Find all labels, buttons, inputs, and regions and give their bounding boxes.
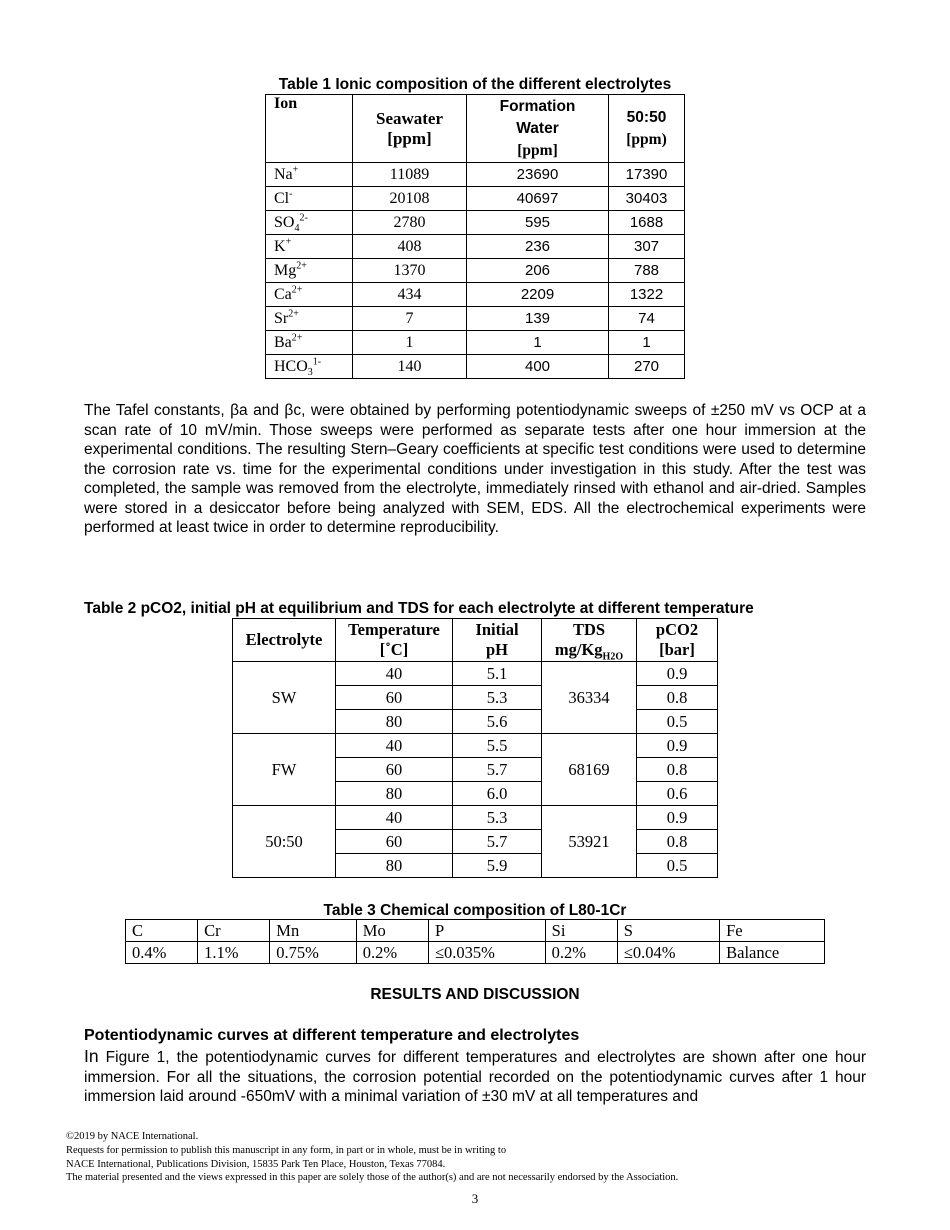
paragraph-text: Figure 1, the potentiodynamic curves for different temperatures and electrolytes are shown after one hour immersion. For all the situations, the corrosion potential recorded on the potentiodynamic curves after 1 hour immersion laid around -650mV with a minimal variation of ±30 mV at all temperatures and bbox=[84, 1049, 866, 1105]
table3-element-cell: S bbox=[617, 920, 719, 942]
table2-tds-cell: 36334 bbox=[542, 662, 637, 734]
table1-ion-cell: $Ca^{2+}$ bbox=[266, 283, 353, 307]
table1-caption: Table 1 Ionic composition of the different electrolytes bbox=[278, 76, 672, 93]
table1-seawater-cell: 434 bbox=[353, 283, 467, 307]
paragraph-lead-word: In bbox=[84, 1046, 99, 1066]
table3-caption: Table 3 Chemical composition of L80-1Cr bbox=[323, 902, 627, 919]
table2-temperature-cell: 80 bbox=[336, 782, 453, 806]
table1-mix-cell: 74 bbox=[609, 307, 685, 331]
table2-pco2-cell: 0.9 bbox=[637, 734, 718, 758]
table2-header-ph: Initial pH bbox=[453, 619, 542, 662]
table2-temperature-cell: 80 bbox=[336, 710, 453, 734]
table3-value-cell: 0.2% bbox=[356, 942, 428, 964]
table1-seawater-cell: 1370 bbox=[353, 259, 467, 283]
table2-temperature-cell: 40 bbox=[336, 806, 453, 830]
ion-charge: 2+ bbox=[291, 284, 303, 296]
ion-charge: 2+ bbox=[288, 308, 299, 320]
table3-value-cell: ≤0.04% bbox=[617, 942, 719, 964]
table1-formation-water-cell: 2209 bbox=[467, 283, 609, 307]
table2-pco2-cell: 0.8 bbox=[637, 830, 718, 854]
table2-equilibrium bbox=[232, 618, 718, 878]
table1-mix-cell: 30403 bbox=[609, 187, 685, 211]
table2-ph-cell: 5.3 bbox=[453, 686, 542, 710]
table1-formation-water-cell: 400 bbox=[467, 355, 609, 379]
copyright-footer bbox=[66, 1130, 678, 1185]
table2-temperature-cell: 80 bbox=[336, 854, 453, 878]
table1-formation-water-cell: 236 bbox=[467, 235, 609, 259]
table3-element-cell: Mo bbox=[356, 920, 428, 942]
table2-ph-cell: 5.6 bbox=[453, 710, 542, 734]
table2-pco2-cell: 0.9 bbox=[637, 662, 718, 686]
table1-header-formation-water: Formation Water [ppm] bbox=[467, 95, 609, 163]
table1-ion-cell: $Sr^{2+}$ bbox=[266, 307, 353, 331]
table1-mix-cell: 17390 bbox=[609, 163, 685, 187]
table2-pco2-cell: 0.5 bbox=[637, 710, 718, 734]
table1-ion-cell: Cl- bbox=[266, 187, 353, 211]
ion-charge: 1- bbox=[312, 356, 322, 368]
table1-mix-cell: 307 bbox=[609, 235, 685, 259]
table2-pco2-cell: 0.8 bbox=[637, 758, 718, 782]
table2-electrolyte-cell: FW bbox=[233, 734, 336, 806]
table-row bbox=[266, 259, 685, 283]
table1-seawater-cell: 1 bbox=[353, 331, 467, 355]
table1-seawater-cell: 20108 bbox=[353, 187, 467, 211]
table1-formation-water-cell: 206 bbox=[467, 259, 609, 283]
table1-seawater-cell: 408 bbox=[353, 235, 467, 259]
table2-temperature-cell: 60 bbox=[336, 758, 453, 782]
table-row bbox=[266, 307, 685, 331]
table2-header-tds: TDS $mg/Kg_{H2O}$ bbox=[542, 619, 637, 662]
table1-header-mix: 50:50 [ppm) bbox=[609, 95, 685, 163]
table2-electrolyte-cell: SW bbox=[233, 662, 336, 734]
table3-element-cell: Cr bbox=[198, 920, 270, 942]
table3-value-cell: 1.1% bbox=[198, 942, 270, 964]
table1-header-ion: Ion bbox=[266, 95, 353, 163]
table2-tds-cell: 53921 bbox=[542, 806, 637, 878]
table-row bbox=[266, 355, 685, 379]
page-number: 3 bbox=[471, 1191, 479, 1206]
table3-value-row bbox=[126, 942, 825, 964]
table1-mix-cell: 1688 bbox=[609, 211, 685, 235]
table1-formation-water-cell: 23690 bbox=[467, 163, 609, 187]
subsection-heading: Potentiodynamic curves at different temperature and electrolytes bbox=[84, 1027, 580, 1044]
table-row bbox=[266, 211, 685, 235]
table3-element-cell: Mn bbox=[270, 920, 357, 942]
footer-line: NACE International, Publications Division, 15835 Park Ten Place, Houston, Texas 77084. bbox=[66, 1158, 446, 1170]
footer-line: ©2019 by NACE International. bbox=[66, 1131, 199, 1142]
table2-electrolyte-cell: 50:50 bbox=[233, 806, 336, 878]
footer-line: The material presented and the views expressed in this paper are solely those of the author(s) and are not necessarily endorsed by the Association. bbox=[66, 1172, 679, 1184]
table2-temperature-cell: 40 bbox=[336, 734, 453, 758]
table1-formation-water-cell: 40697 bbox=[467, 187, 609, 211]
table1-mix-cell: 788 bbox=[609, 259, 685, 283]
body-paragraph-methods: The Tafel constants, βa and βc, were obtained by performing potentiodynamic sweeps of ±250 mV vs OCP at a scan rate of 10 mV/min. Those sweeps were performed as separate tests after one hour immersion at the experimental conditions. The resulting Stern–Geary coefficients at specific test conditions were used to determine the corrosion rate vs. time for the experimental conditions under investigation in this study. After the test was completed, the sample was removed from the electrolyte, immediately rinsed with ethanol and air-dried. Samples were stored in a desiccator before being analyzed with SEM, EDS. All the electrochemical experiments were performed at least twice in order to determine reproducibility. bbox=[84, 402, 866, 536]
table-row bbox=[266, 283, 685, 307]
table3-element-cell: Si bbox=[545, 920, 617, 942]
table2-tds-cell: 68169 bbox=[542, 734, 637, 806]
table3-value-cell: 0.2% bbox=[545, 942, 617, 964]
table2-header-pco2: pCO2 [bar] bbox=[637, 619, 718, 662]
body-paragraph-results bbox=[84, 1047, 866, 1107]
table1-ion-cell: $HCO_3^{1-}$ bbox=[266, 355, 353, 379]
table3-chemical-composition bbox=[125, 919, 825, 964]
table1-seawater-cell: 7 bbox=[353, 307, 467, 331]
table1-ionic-composition bbox=[265, 94, 685, 379]
ion-charge: + bbox=[292, 164, 299, 176]
footer-line: Requests for permission to publish this manuscript in any form, in part or in whole, must be in writing to bbox=[66, 1144, 507, 1156]
table2-pco2-cell: 0.8 bbox=[637, 686, 718, 710]
table1-ion-cell: Na+ bbox=[266, 163, 353, 187]
section-heading-results: RESULTS AND DISCUSSION bbox=[370, 986, 580, 1003]
table1-seawater-cell: 11089 bbox=[353, 163, 467, 187]
table2-ph-cell: 5.5 bbox=[453, 734, 542, 758]
table1-formation-water-cell: 595 bbox=[467, 211, 609, 235]
table-row bbox=[233, 806, 718, 830]
table1-ion-cell: $Mg^{2+}$ bbox=[266, 259, 353, 283]
ion-subscript: 4 bbox=[294, 222, 300, 234]
table-row bbox=[266, 235, 685, 259]
table2-temperature-cell: 40 bbox=[336, 662, 453, 686]
table1-seawater-cell: 140 bbox=[353, 355, 467, 379]
table3-value-cell: 0.4% bbox=[126, 942, 198, 964]
table-row bbox=[266, 163, 685, 187]
ion-charge: 2+ bbox=[291, 332, 303, 344]
table3-value-cell: ≤0.035% bbox=[428, 942, 545, 964]
table3-element-cell: Fe bbox=[720, 920, 825, 942]
table2-header-electrolyte: Electrolyte bbox=[233, 619, 336, 662]
ion-charge: - bbox=[289, 188, 293, 200]
table1-formation-water-cell: 1 bbox=[467, 331, 609, 355]
table1-mix-cell: 1 bbox=[609, 331, 685, 355]
table2-ph-cell: 5.3 bbox=[453, 806, 542, 830]
table3-element-cell: C bbox=[126, 920, 198, 942]
table3-value-cell: 0.75% bbox=[270, 942, 357, 964]
table-row bbox=[233, 734, 718, 758]
table2-temperature-cell: 60 bbox=[336, 686, 453, 710]
table2-header-temperature: Temperature [˚C] bbox=[336, 619, 453, 662]
table2-ph-cell: 5.1 bbox=[453, 662, 542, 686]
table2-ph-cell: 5.7 bbox=[453, 758, 542, 782]
table-row bbox=[266, 331, 685, 355]
table1-formation-water-cell: 139 bbox=[467, 307, 609, 331]
ion-charge: + bbox=[285, 236, 292, 248]
table2-pco2-cell: 0.6 bbox=[637, 782, 718, 806]
ion-charge: 2+ bbox=[296, 260, 307, 272]
table-row bbox=[233, 662, 718, 686]
table2-ph-cell: 5.7 bbox=[453, 830, 542, 854]
table2-temperature-cell: 60 bbox=[336, 830, 453, 854]
table1-header-row bbox=[266, 95, 685, 163]
ion-charge: 2- bbox=[299, 212, 308, 224]
ion-subscript: 3 bbox=[307, 366, 313, 378]
table1-ion-cell: $Ba^{2+}$ bbox=[266, 331, 353, 355]
table2-caption: Table 2 pCO2, initial pH at equilibrium and TDS for each electrolyte at different temperature bbox=[84, 600, 754, 617]
table3-header-row bbox=[126, 920, 825, 942]
table2-ph-cell: 5.9 bbox=[453, 854, 542, 878]
table-row bbox=[266, 187, 685, 211]
table1-mix-cell: 1322 bbox=[609, 283, 685, 307]
table1-ion-cell: K+ bbox=[266, 235, 353, 259]
table3-element-cell: P bbox=[428, 920, 545, 942]
table2-pco2-cell: 0.5 bbox=[637, 854, 718, 878]
table2-ph-cell: 6.0 bbox=[453, 782, 542, 806]
table1-ion-cell: $SO_4^{2-}$ bbox=[266, 211, 353, 235]
table1-mix-cell: 270 bbox=[609, 355, 685, 379]
table1-header-seawater: Seawater [ppm] bbox=[353, 95, 467, 163]
table3-value-cell: Balance bbox=[720, 942, 825, 964]
table2-header-row bbox=[233, 619, 718, 662]
table2-pco2-cell: 0.9 bbox=[637, 806, 718, 830]
table1-seawater-cell: 2780 bbox=[353, 211, 467, 235]
